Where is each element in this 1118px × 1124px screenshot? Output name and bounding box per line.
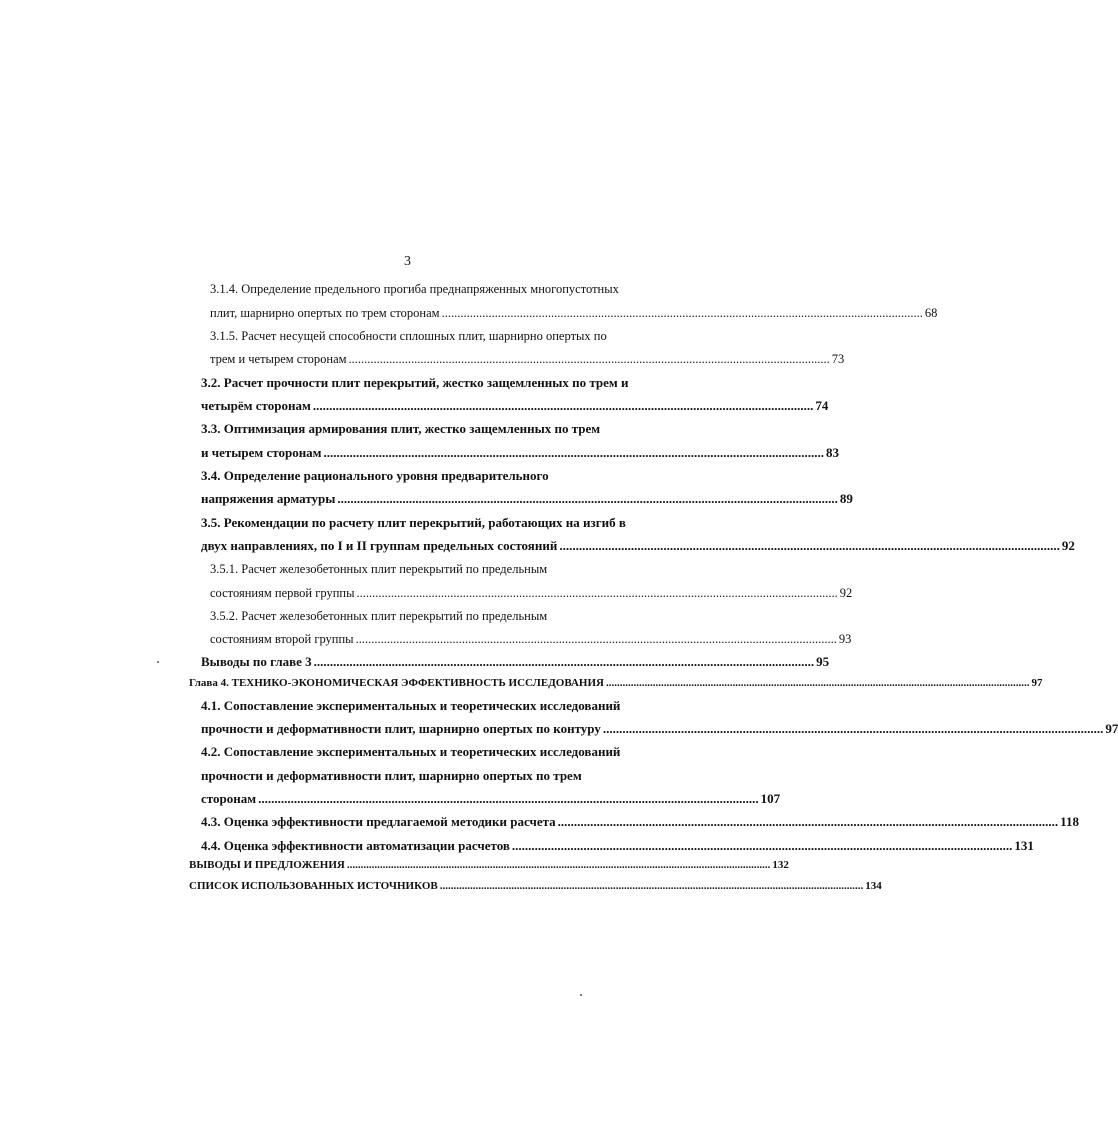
leader-dots: ..........................................................................................................................................................: [356, 586, 838, 600]
toc-line: плит, шарнирно опертых по трем сторонам .......................................................................................................................................................... 68: [210, 303, 642, 325]
leader-dots: ..........................................................................................................................................................: [511, 838, 1013, 853]
page-number: 3: [404, 254, 411, 269]
toc-line: ВЫВОДЫ И ПРЕДЛОЖЕНИЯ .......................................................................................................................................................... 132: [189, 855, 642, 877]
toc-line: состояниям второй группы .......................................................................................................................................................... 93: [210, 629, 642, 651]
leader-dots: ..........................................................................................................................................................: [605, 677, 1030, 689]
leader-dots: ..........................................................................................................................................................: [439, 880, 864, 892]
toc-line: 4.2. Сопоставление экспериментальных и теоретических исследований: [201, 744, 621, 759]
leader-dots: ..........................................................................................................................................................: [337, 491, 838, 506]
toc-line: 4.4. Оценка эффективности автоматизации расчетов .......................................................................................................................................................... 131: [201, 836, 642, 858]
toc-line: 3.2. Расчет прочности плит перекрытий, жестко защемленных по трем и: [201, 375, 629, 390]
toc-line: 3.1.4. Определение предельного прогиба преднапряженных многопустотных: [210, 282, 619, 296]
leader-dots: ..........................................................................................................................................................: [313, 654, 815, 669]
toc-line: 3.1.5. Расчет несущей способности сплошных плит, шарнирно опертых по: [210, 329, 607, 343]
toc-line: четырём сторонам .......................................................................................................................................................... 74: [201, 396, 642, 418]
leader-dots: ..........................................................................................................................................................: [557, 814, 1059, 829]
toc-line: напряжения арматуры .......................................................................................................................................................... 89: [201, 489, 642, 511]
leader-dots: ..........................................................................................................................................................: [348, 352, 830, 366]
leader-dots: ..........................................................................................................................................................: [602, 721, 1104, 736]
toc-line: состояниям первой группы .......................................................................................................................................................... 92: [210, 583, 642, 605]
toc-line: прочности и деформативности плит, шарнирно опертых по трем: [201, 768, 582, 783]
toc-line: 3.5. Рекомендации по расчету плит перекрытий, работающих на изгиб в: [201, 515, 626, 530]
toc-line: Выводы по главе 3 .......................................................................................................................................................... 95: [201, 652, 642, 674]
leader-dots: ..........................................................................................................................................................: [258, 791, 759, 806]
toc-line: СПИСОК ИСПОЛЬЗОВАННЫХ ИСТОЧНИКОВ .......................................................................................................................................................... 134: [189, 876, 642, 898]
leader-dots: ..........................................................................................................................................................: [441, 306, 923, 320]
toc-line: 4.1. Сопоставление экспериментальных и теоретических исследований: [201, 698, 621, 713]
toc-line: Глава 4. ТЕХНИКО-ЭКОНОМИЧЕСКАЯ ЭФФЕКТИВНОСТЬ ИССЛЕДОВАНИЯ .......................................................................................................................................................... 97: [189, 673, 642, 695]
toc-line: двух направлениях, по I и II группам предельных состояний .......................................................................................................................................................... 92: [201, 536, 642, 558]
toc-line: 3.5.2. Расчет железобетонных плит перекрытий по предельным: [210, 609, 548, 623]
toc-line: сторонам .......................................................................................................................................................... 107: [201, 789, 642, 811]
toc-line: 3.3. Оптимизация армирования плит, жестко защемленных по трем: [201, 421, 601, 436]
toc-line: 3.4. Определение рационального уровня предварительного: [201, 468, 549, 483]
scan-speck: [580, 994, 582, 996]
toc-line: 3.5.1. Расчет железобетонных плит перекрытий по предельным: [210, 562, 548, 576]
scan-speck: [157, 661, 159, 663]
leader-dots: ..........................................................................................................................................................: [312, 398, 814, 413]
toc-line: трем и четырем сторонам .......................................................................................................................................................... 73: [210, 349, 642, 371]
toc-line: и четырем сторонам .......................................................................................................................................................... 83: [201, 443, 642, 465]
leader-dots: ..........................................................................................................................................................: [346, 859, 771, 871]
leader-dots: ..........................................................................................................................................................: [355, 632, 837, 646]
leader-dots: ..........................................................................................................................................................: [559, 538, 1060, 553]
toc-line: прочности и деформативности плит, шарнирно опертых по контуру .......................................................................................................................................................... 97: [201, 719, 642, 741]
leader-dots: ..........................................................................................................................................................: [323, 445, 825, 460]
toc-line: 4.3. Оценка эффективности предлагаемой методики расчета .......................................................................................................................................................... 118: [201, 812, 642, 834]
